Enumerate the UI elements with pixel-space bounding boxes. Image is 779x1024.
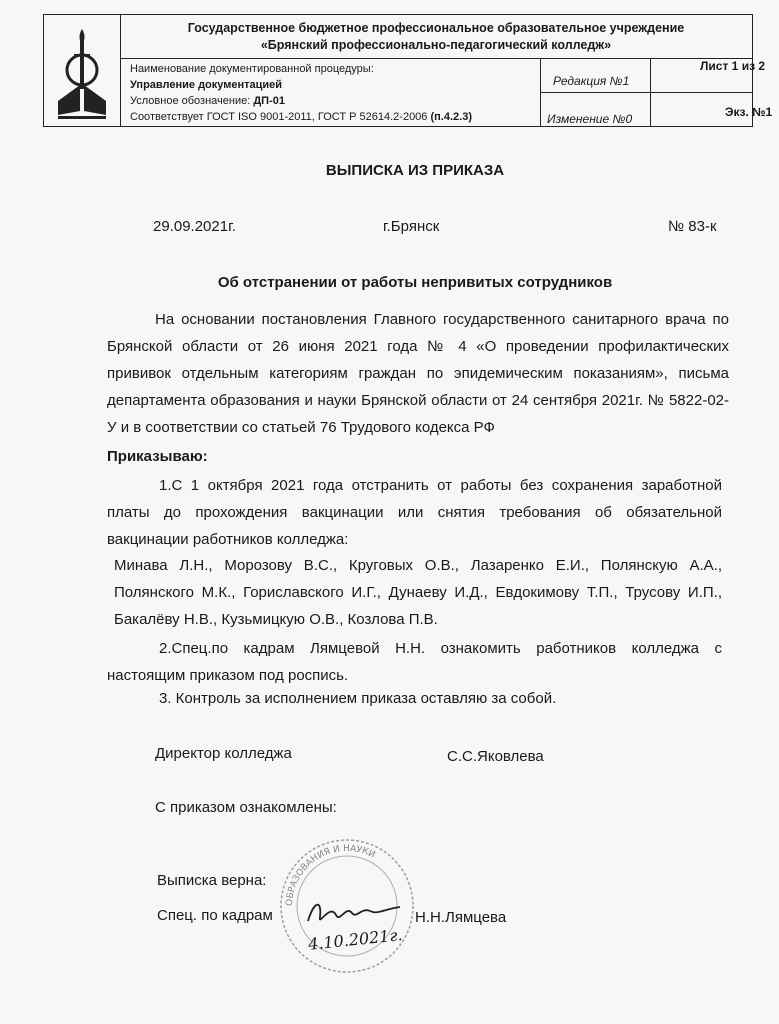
extract-true-label: Выписка верна: xyxy=(157,872,267,889)
college-logo xyxy=(44,15,121,126)
stamp-text: ОБРАЗОВАНИЯ И НАУКИ xyxy=(284,843,377,907)
item-2-paragraph xyxy=(107,635,722,689)
symbol-row xyxy=(130,93,540,109)
hr-title: Спец. по кадрам xyxy=(157,907,273,924)
procedure-name: Управление документацией xyxy=(130,79,283,91)
change-label: Изменение №0 xyxy=(547,112,633,126)
symbol-label: Условное обозначение: xyxy=(130,95,251,107)
order-subject: Об отстранении от работы непривитых сотрудников xyxy=(217,274,613,291)
org-line-2: «Брянский профессионально-педагогический колледж» xyxy=(260,38,612,52)
procedure-cell xyxy=(120,59,541,126)
item-1-paragraph xyxy=(107,472,722,553)
standard-text: Соответствует ГОСТ ISO 9001-2011, ГОСТ Р 52614.2-2006 xyxy=(130,111,428,123)
basis-paragraph xyxy=(107,306,729,441)
standard-clause: (п.4.2.3) xyxy=(430,111,472,123)
revision-cell xyxy=(541,59,651,126)
item-2-text: 2.Спец.по кадрам Лямцевой Н.Н. ознакомить работников колледжа с настоящим приказом под роспись. xyxy=(107,640,722,684)
order-word: Приказываю: xyxy=(107,448,208,465)
sheet-label: Лист 1 из 2 xyxy=(700,59,766,73)
sheet-cell xyxy=(650,59,773,126)
item-1-text: 1.С 1 октября 2021 года отстранить от работы без сохранения заработной платы до прохождения вакцинации или снятия требования об обязательной вакцинации работников колледжа: xyxy=(107,477,722,548)
symbol-value: ДП-01 xyxy=(253,95,285,107)
document-title: ВЫПИСКА ИЗ ПРИКАЗА xyxy=(325,162,505,179)
item-3-text: 3. Контроль за исполнением приказа оставляю за собой. xyxy=(159,690,557,707)
order-date: 29.09.2021г. xyxy=(153,218,236,235)
hr-name: Н.Н.Лямцева xyxy=(415,909,507,926)
standard-row xyxy=(130,109,540,125)
revision-label: Редакция №1 xyxy=(553,74,630,88)
handwritten-date: 4.10.2021г. xyxy=(307,925,404,954)
organization-name xyxy=(120,15,752,59)
document-header-table xyxy=(43,14,773,127)
order-number: № 83-к xyxy=(668,218,717,235)
copy-label: Экз. №1 xyxy=(725,105,773,119)
director-title: Директор колледжа xyxy=(155,745,292,762)
org-line-1: Государственное бюджетное профессиональное образовательное учреждение xyxy=(187,21,685,35)
order-city: г.Брянск xyxy=(383,218,440,235)
procedure-label: Наименование документированной процедуры: xyxy=(130,63,374,75)
names-text: Минава Л.Н., Морозову В.С., Круговых О.В., Лазаренко Е.И., Полянскую А.А., Полянского М.К., Гориславского И.Г., Дунаеву И.Д., Евдокимову Т.П., Трусову И.П., Бакалёву Н.В., Кузьмицкую О.В., Козлова П.В. xyxy=(114,557,722,628)
names-paragraph xyxy=(114,552,722,633)
director-name: С.С.Яковлева xyxy=(447,748,544,765)
acquainted-label: С приказом ознакомлены: xyxy=(155,799,337,816)
basis-text: На основании постановления Главного государственного санитарного врача по Брянской области от 26 июня 2021 года № 4 «О проведении профилактических прививок отдельным категориям граждан по эпидемическим показаниям», письма департамента образования и науки Брянской области от 24 сентября 2021г. № 5822-02-У и в соответствии со статьей 76 Трудового кодекса РФ xyxy=(107,311,729,436)
